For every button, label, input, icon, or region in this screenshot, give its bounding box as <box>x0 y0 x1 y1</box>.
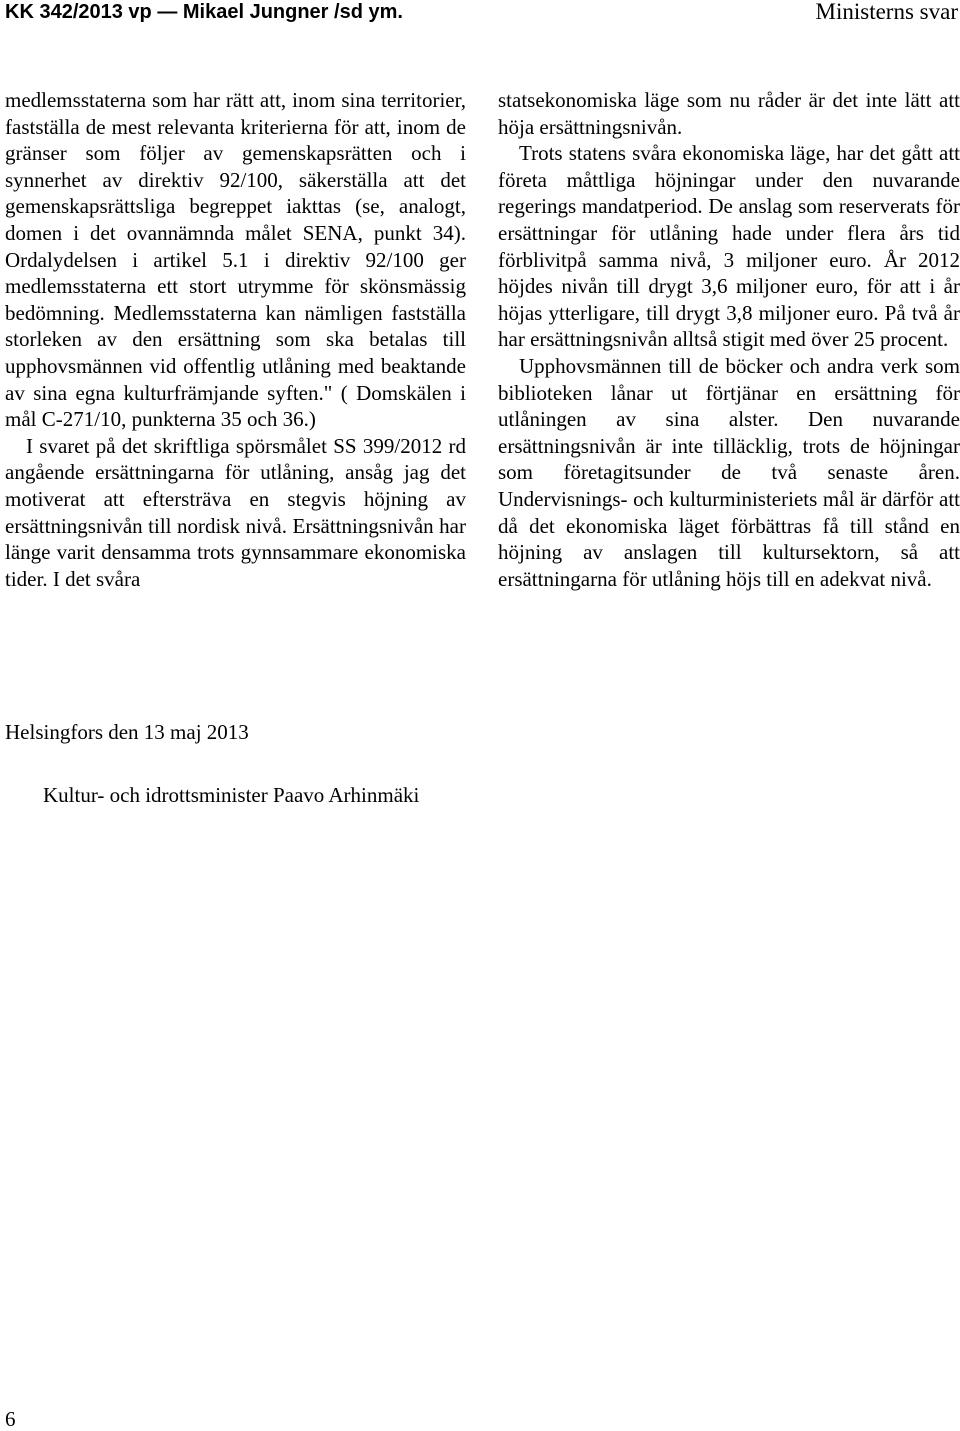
document-reference: KK 342/2013 vp — Mikael Jungner /sd ym. <box>5 1 403 23</box>
right-paragraph-3: Upphovsmännen till de böcker och andra verk som biblioteken lånar ut förtjänar en ersättning för utlåningen av sina alster. Den nuvarande ersättningsnivån är inte tilläcklig, trots de höjningar som företagitsunder de två senaste åren. Undervisnings- och kulturministeriets mål är därför att då det ekonomiska läget förbättras få till stånd en höjning av anslagen till kultursektorn, så att ersättningarna för utlåning höjs till en adekvat nivå. <box>498 353 960 591</box>
signature-place-date: Helsingfors den 13 maj 2013 <box>5 720 249 744</box>
signature-name: Kultur- och idrottsminister Paavo Arhinmäki <box>43 783 420 807</box>
left-paragraph-2: I svaret på det skriftliga spörsmålet SS 399/2012 rd angående ersättningarna för utlåning, ansåg jag det motiverat att eftersträva en stegvis höjning av ersättningsnivån till nordisk nivå. Ersättningsnivån har länge varit densamma trots gynnsammare ekonomiska tider. I det svåra <box>5 433 466 591</box>
section-title: Ministerns svar <box>815 0 958 24</box>
left-column <box>5 87 466 592</box>
page-header <box>5 0 960 30</box>
right-paragraph-1: statsekonomiska läge som nu råder är det inte lätt att höja ersättningsnivån. <box>498 88 960 139</box>
page-number: 6 <box>5 1407 16 1431</box>
right-paragraph-2: Trots statens svåra ekonomiska läge, har det gått att företa måttliga höjningar under den nuvarande regerings mandatperiod. De anslag som reserverats för ersättningar för utlåning hade under flera års tid förblivitpå samma nivå, 3 miljoner euro. År 2012 höjdes nivån till drygt 3,6 miljoner euro, för att i år höjas ytterligare, till drygt 3,8 miljoner euro. På två år har ersättningsnivån alltså stigit med över 25 procent. <box>498 141 960 352</box>
left-paragraph-1: medlemsstaterna som har rätt att, inom sina territorier, fastställa de mest relevanta kriterierna för att, inom de gränser som följer av gemenskapsrätten och i synnerhet av direktiv 92/100, säkerställa att det gemenskapsrättsliga begreppet iakttas (se, analogt, domen i det ovannämnda målet SENA, punkt 34). Ordalydelsen i artikel 5.1 i direktiv 92/100 ger medlemsstaterna ett stort utrymme för skönsmässig bedömning. Medlemsstaterna kan nämligen fastställa storleken av den ersättning som ska betalas till upphovsmännen vid offentlig utlåning med beaktande av sina egna kulturfrämjande syften." ( Domskälen i mål C-271/10, punkterna 35 och 36.) <box>5 88 466 432</box>
right-column <box>498 87 960 592</box>
